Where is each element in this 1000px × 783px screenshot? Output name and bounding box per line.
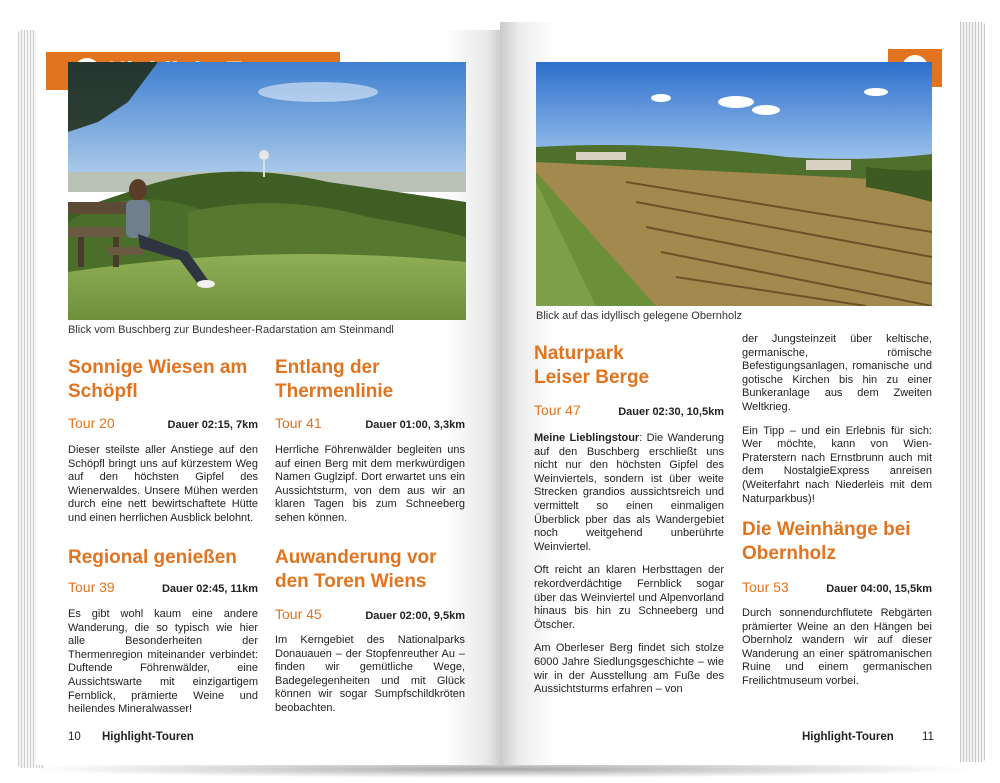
tour-heading (742, 518, 942, 566)
tour-number: Tour 39 (68, 579, 115, 595)
tour-title-line: Auwanderung vor (275, 547, 437, 568)
tour-title-line: Entlang der (275, 357, 380, 378)
tour-title-line: Obernholz (742, 543, 836, 564)
tour-number: Tour 20 (68, 415, 115, 431)
tour-number: Tour 53 (742, 579, 789, 595)
tour-description-continued (742, 333, 932, 516)
tour-duration: Dauer 02:30, 10,5km (618, 406, 724, 418)
paragraph: Am Oberleser Berg findet sich stolze 6000 Jahre Siedlungsgeschichte – wie wir in der Ausstellung am Fuße des Aussichtsturms erfahren – von (534, 642, 724, 696)
photo-caption-left: Blick vom Buschberg zur Bundesheer-Radarstation am Steinmandl (68, 324, 394, 336)
paragraph: Oft reicht an klaren Herbsttagen der rekordverdächtige Fernblick sogar über das Weinviertel und Alpenvorland hinaus bis hin zu Schneeberg und Ötscher. (534, 564, 724, 631)
tour-duration: Dauer 01:00, 3,3km (365, 419, 465, 431)
tour-description: Es gibt wohl kaum eine andere Wanderung, die so typisch wie hier alle Besonderheiten der Thermenregion miteinander verbindet: Duftende Föhrenwälder, eine Aussichtswarte mit einzigartigem Fernblick, prämierte Weine und heilendes Mineralwasser! (68, 608, 258, 716)
tour-description: Herrliche Föhrenwälder begleiten uns auf einen Berg mit dem merkwürdigen Namen Guglzipf. Dort erwartet uns ein Aussichtsturm, von dem aus wir an klaren Tagen bis zum Schneeberg sehen können. (275, 444, 465, 524)
tour-duration: Dauer 02:00, 9,5km (365, 610, 465, 622)
tour-title-line: Die Weinhänge bei (742, 519, 911, 540)
tour-title-line: Naturpark (534, 343, 624, 364)
page-number-right: 11 (922, 731, 934, 743)
tour-title-line: Thermenlinie (275, 381, 394, 402)
tour-title-line: den Toren Wiens (275, 571, 427, 592)
tour-number: Tour 47 (534, 402, 581, 418)
tour-title-line: Leiser Berge (534, 367, 650, 388)
photo-caption-right: Blick auf das idyllisch gelegene Obernholz (536, 310, 743, 322)
paragraph: Ein Tipp – und ein Erlebnis für sich: Wer möchte, kann von Wien-Praterstern nach Ernstbrunn auch mit dem NostalgieExpress anreisen (Weiterfahrt nach Niederleis mit dem Naturparkbus)! (742, 424, 932, 505)
tour-heading (68, 546, 268, 570)
tour-heading (275, 546, 475, 594)
tour-duration: Dauer 02:15, 7km (167, 419, 258, 431)
running-footer-right: Highlight-Touren (802, 731, 894, 743)
tour-heading (275, 356, 475, 404)
tour-meta (68, 579, 258, 595)
paragraph: der Jungsteinzeit über keltische, germanische, römische Befestigungsanlagen, romanische und gotische Kirchen bis hin zu einer Bunkeranlage aus dem Zweiten Weltkrieg. (742, 333, 932, 413)
tour-heading (68, 356, 268, 404)
lead-bold: Meine Lieblingstour (534, 432, 640, 444)
tour-duration: Dauer 02:45, 11km (161, 583, 258, 595)
photo-buschberg (68, 62, 466, 320)
tour-title-line: Schöpfl (68, 381, 138, 402)
page-number-left: 10 (68, 731, 81, 743)
tour-description (534, 432, 724, 707)
tour-heading (534, 342, 724, 390)
tour-title-line: Sonnige Wiesen am (68, 357, 248, 378)
tour-meta (275, 606, 465, 622)
tour-meta (275, 415, 465, 431)
tour-meta (68, 415, 258, 431)
tour-description: Durch sonnendurchflutete Rebgärten prämierter Weine an den Hängen bei Obernholz wandern wir auf dieser Wanderung an einer spätromanischen Ruine und einem germanischen Freilichtmuseum vorbei. (742, 607, 932, 687)
tour-number: Tour 45 (275, 606, 322, 622)
tour-number: Tour 41 (275, 415, 322, 431)
tour-description: Dieser steilste aller Anstiege auf den Schöpfl bringt uns auf kürzestem Weg auf den höchsten Gipfel des Wienerwaldes. Unsere Mühen werden durch eine nett bewirtschaftete Hütte und einen herrlichen Ausblick belohnt. (68, 444, 258, 524)
tour-duration: Dauer 04:00, 15,5km (826, 583, 932, 595)
tour-meta (534, 402, 724, 418)
photo-obernholz (536, 62, 932, 306)
running-footer-left: Highlight-Touren (102, 731, 194, 743)
tour-description: Im Kerngebiet des Nationalparks Donauauen – der Stopfenreuther Au – finden wir gemütliche Wege, Badegelegenheiten und mit Glück können wir sogar Sumpfschildkröten beobachten. (275, 634, 465, 714)
tour-meta (742, 579, 932, 595)
paragraph: : Die Wanderung auf den Buschberg erschließt uns nicht nur den höchsten Gipfel des Weinviertels, sondern ist über weite Strecken grandios aussichtsreich und vermittelt so einen einmaligen Überblick pber das als Wandergebiet noch weitgehend unberührte Weinviertel. (534, 432, 724, 553)
tour-title-line: Regional genießen (68, 547, 237, 568)
